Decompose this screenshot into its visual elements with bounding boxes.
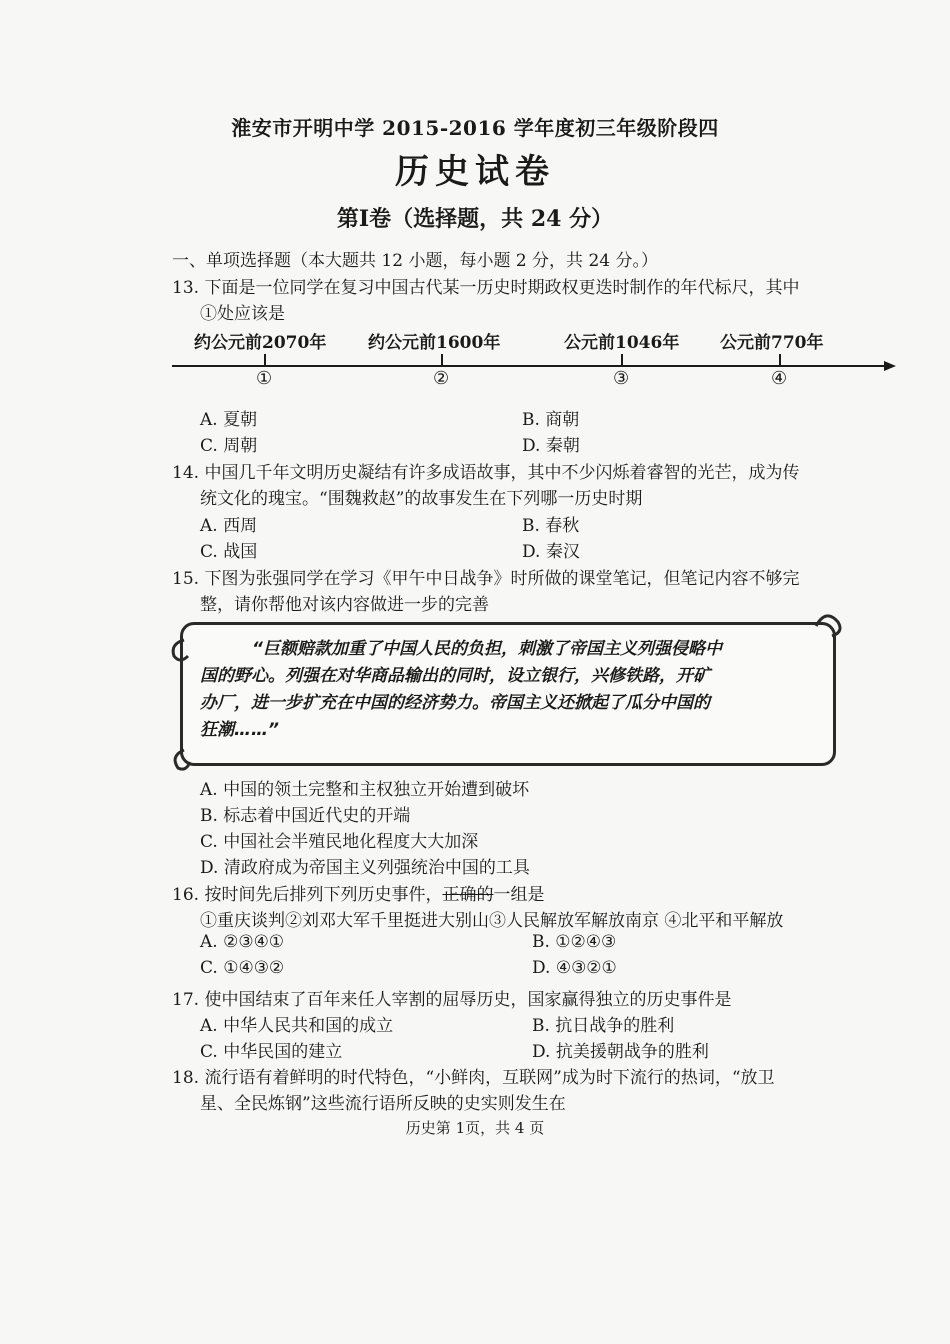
q17-option-c[interactable]: C. 中华民国的建立 — [200, 1042, 343, 1062]
timeline-label-1: 约公元前2070年 — [194, 333, 327, 353]
q17-option-d[interactable]: D. 抗美援朝战争的胜利 — [532, 1042, 709, 1062]
q15-option-c[interactable]: C. 中国社会半殖民地化程度大大加深 — [200, 832, 479, 852]
timeline-label-3: 公元前1046年 — [564, 333, 680, 353]
q16-events: ①重庆谈判②刘邓大军千里挺进大别山③人民解放军解放南京 ④北平和平解放 — [200, 911, 784, 931]
q15-option-a[interactable]: A. 中国的领土完整和主权独立开始遭到破坏 — [200, 780, 530, 800]
q14-option-a[interactable]: A. 西周 — [200, 516, 258, 536]
q18-stem-line1: 18. 流行语有着鲜明的时代特色，“小鲜肉，互联网”成为时下流行的热词，“放卫 — [172, 1068, 775, 1088]
q17-option-a[interactable]: A. 中华人民共和国的成立 — [200, 1016, 394, 1036]
q13-option-b[interactable]: B. 商朝 — [522, 410, 580, 430]
q18-stem-line2: 星、全民炼钢”这些流行语所反映的史实则发生在 — [200, 1094, 566, 1114]
q16-stem-before: 16. 按时间先后排列下列历史事件， — [172, 885, 443, 905]
note-line-1: “巨额赔款加重了中国人民的负担，刺激了帝国主义列强侵略中 — [252, 639, 722, 659]
q14-stem-line1: 14. 中国几千年文明历史凝结有许多成语故事，其中不少闪烁着睿智的光芒，成为传 — [172, 463, 800, 483]
note-line-2: 国的野心。列强在对华商品输出的同时，设立银行，兴修铁路，开矿 — [200, 666, 710, 686]
instructions: 一、单项选择题（本大题共 12 小题，每小题 2 分，共 24 分。） — [172, 251, 659, 271]
q14-stem-line2: 统文化的瑰宝。“围魏救赵”的故事发生在下列哪一历史时期 — [200, 489, 643, 509]
q15-option-d[interactable]: D. 清政府成为帝国主义列强统治中国的工具 — [200, 858, 530, 878]
timeline-marker-4: ④ — [771, 368, 788, 389]
q13-stem-line2: ①处应该是 — [200, 304, 285, 324]
page-footer: 历史第 1页，共 4 页 — [405, 1119, 545, 1137]
q13-option-d[interactable]: D. 秦朝 — [522, 436, 580, 456]
q17-option-b[interactable]: B. 抗日战争的胜利 — [532, 1016, 675, 1036]
timeline-marker-1: ① — [256, 368, 273, 389]
timeline-label-2: 约公元前1600年 — [368, 333, 501, 353]
q13-option-c[interactable]: C. 周朝 — [200, 436, 258, 456]
q15-note-text — [200, 636, 820, 744]
timeline-marker-3: ③ — [613, 368, 630, 389]
q14-option-c[interactable]: C. 战国 — [200, 542, 258, 562]
q16-option-a[interactable]: A. ②③④① — [200, 932, 285, 952]
school-title: 淮安市开明中学 2015-2016 学年度初三年级阶段四 — [231, 116, 719, 140]
q13-option-a[interactable]: A. 夏朝 — [200, 410, 258, 430]
q16-option-b[interactable]: B. ①②④③ — [532, 932, 617, 952]
q16-stem-after: 一组是 — [493, 885, 545, 905]
q16-option-c[interactable]: C. ①④③② — [200, 958, 285, 978]
note-line-3: 办厂，进一步扩充在中国的经济势力。帝国主义还掀起了瓜分中国的 — [200, 693, 710, 713]
q16-stem-struck: 正确的 — [442, 885, 494, 905]
timeline-marker-2: ② — [433, 368, 450, 389]
q15-option-b[interactable]: B. 标志着中国近代史的开端 — [200, 806, 411, 826]
q13-stem-line1: 13. 下面是一位同学在复习中国古代某一历史时期政权更迭时制作的年代标尺，其中 — [172, 278, 800, 298]
q14-option-b[interactable]: B. 春秋 — [522, 516, 580, 536]
q17-stem: 17. 使中国结束了百年来任人宰割的屈辱历史，国家赢得独立的历史事件是 — [172, 990, 732, 1010]
note-line-4: 狂潮……” — [200, 720, 279, 740]
q15-stem-line1: 15. 下图为张强同学在学习《甲午中日战争》时所做的课堂笔记，但笔记内容不够完 — [172, 569, 800, 589]
q15-stem-line2: 整，请你帮他对该内容做进一步的完善 — [200, 595, 489, 615]
section-title: 第Ⅰ卷（选择题，共 24 分） — [336, 206, 614, 232]
q13-timeline — [172, 328, 897, 398]
exam-title: 历史试卷 — [395, 152, 555, 192]
timeline-label-4: 公元前770年 — [720, 333, 824, 353]
q14-option-d[interactable]: D. 秦汉 — [522, 542, 580, 562]
q16-option-d[interactable]: D. ④③②① — [532, 958, 617, 978]
q16-stem — [172, 880, 544, 905]
